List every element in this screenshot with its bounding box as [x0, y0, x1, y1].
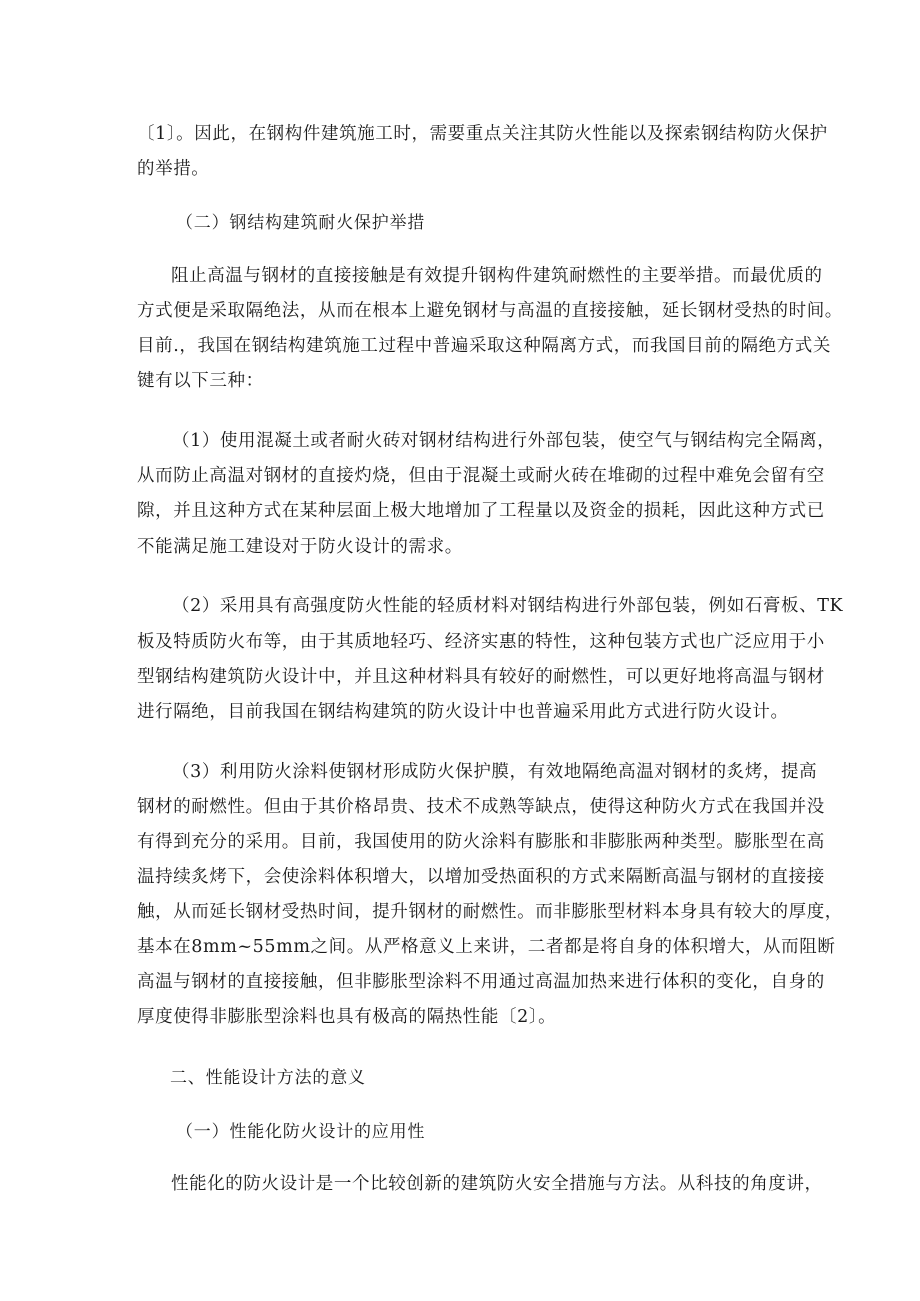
item3-line-1: （3）利用防火涂料使钢材形成防火保护膜，有效地隔绝高温对钢材的炙烤，提高 — [172, 762, 818, 782]
item3-line-3: 有得到充分的采用。目前，我国使用的防火涂料有膨胀和非膨胀两种类型。膨胀型在高 — [137, 832, 825, 852]
item1-line-1: （1）使用混凝土或者耐火砖对钢材结构进行外部包装，使空气与钢结构完全隔离， — [172, 431, 836, 451]
item2-line-4: 进行隔绝，目前我国在钢结构建筑的防火设计中也普遍采用此方式进行防火设计。 — [137, 702, 789, 722]
chapter-heading-2: 二、性能设计方法的意义 — [170, 1068, 366, 1088]
closing-line: 性能化的防火设计是一个比较创新的建筑防火安全措施与方法。从科技的角度讲， — [171, 1174, 823, 1194]
item1-line-2: 从而防止高温对钢材的直接灼烧，但由于混凝土或耐火砖在堆砌的过程中难免会留有空 — [137, 466, 825, 486]
item2-line-1: （2）采用具有高强度防火性能的轻质材料对钢结构进行外部包装，例如石膏板、TK — [172, 596, 844, 616]
item1-line-3: 隙，并且这种方式在某种层面上极大地增加了工程量以及资金的损耗，因此这种方式已 — [137, 501, 825, 521]
section-heading-1: （一）性能化防火设计的应用性 — [176, 1122, 426, 1142]
item3-line-7: 高温与钢材的直接接触，但非膨胀型涂料不用通过高温加热来进行体积的变化，自身的 — [137, 972, 825, 992]
paragraph-line-3: 目前.，我国在钢结构建筑施工过程中普遍采取这种隔离方式，而我国目前的隔绝方式关 — [137, 336, 831, 356]
intro-line-1: 〔1〕。因此，在钢构件建筑施工时，需要重点关注其防火性能以及探索钢结构防火保护 — [137, 124, 828, 144]
intro-line-2: 的举措。 — [137, 159, 210, 179]
paragraph-line-2: 方式便是采取隔绝法，从而在根本上避免钢材与高温的直接接触，延长钢材受热的时间。 — [137, 301, 843, 321]
item3-line-8: 厚度使得非膨胀型涂料也具有极高的隔热性能〔2〕。 — [137, 1007, 557, 1027]
item2-line-2: 板及特质防火布等，由于其质地轻巧、经济实惠的特性，这种包装方式也广泛应用于小 — [137, 632, 825, 652]
item3-line-2: 钢材的耐燃性。但由于其价格昂贵、技术不成熟等缺点，使得这种防火方式在我国并没 — [137, 797, 825, 817]
item2-line-3: 型钢结构建筑防火设计中，并且这种材料具有较好的耐燃性，可以更好地将高温与钢材 — [137, 667, 825, 687]
item3-line-4: 温持续炙烤下，会使涂料体积增大，以增加受热面积的方式来隔断高温与钢材的直接接 — [137, 867, 825, 887]
item1-line-4: 不能满足施工建设对于防火设计的需求。 — [137, 537, 463, 557]
paragraph-line-4: 键有以下三种： — [137, 371, 264, 391]
section-heading-2: （二）钢结构建筑耐火保护举措 — [176, 213, 426, 233]
paragraph-line-1: 阻止高温与钢材的直接接触是有效提升钢构件建筑耐燃性的主要举措。而最优质的 — [171, 266, 823, 286]
item3-line-5: 触，从而延长钢材受热时间，提升钢材的耐燃性。而非膨胀型材料本身具有较大的厚度， — [137, 902, 843, 922]
item3-line-6: 基本在8mm~55mm之间。从严格意义上来讲，二者都是将自身的体积增大，从而阻断 — [137, 937, 836, 957]
